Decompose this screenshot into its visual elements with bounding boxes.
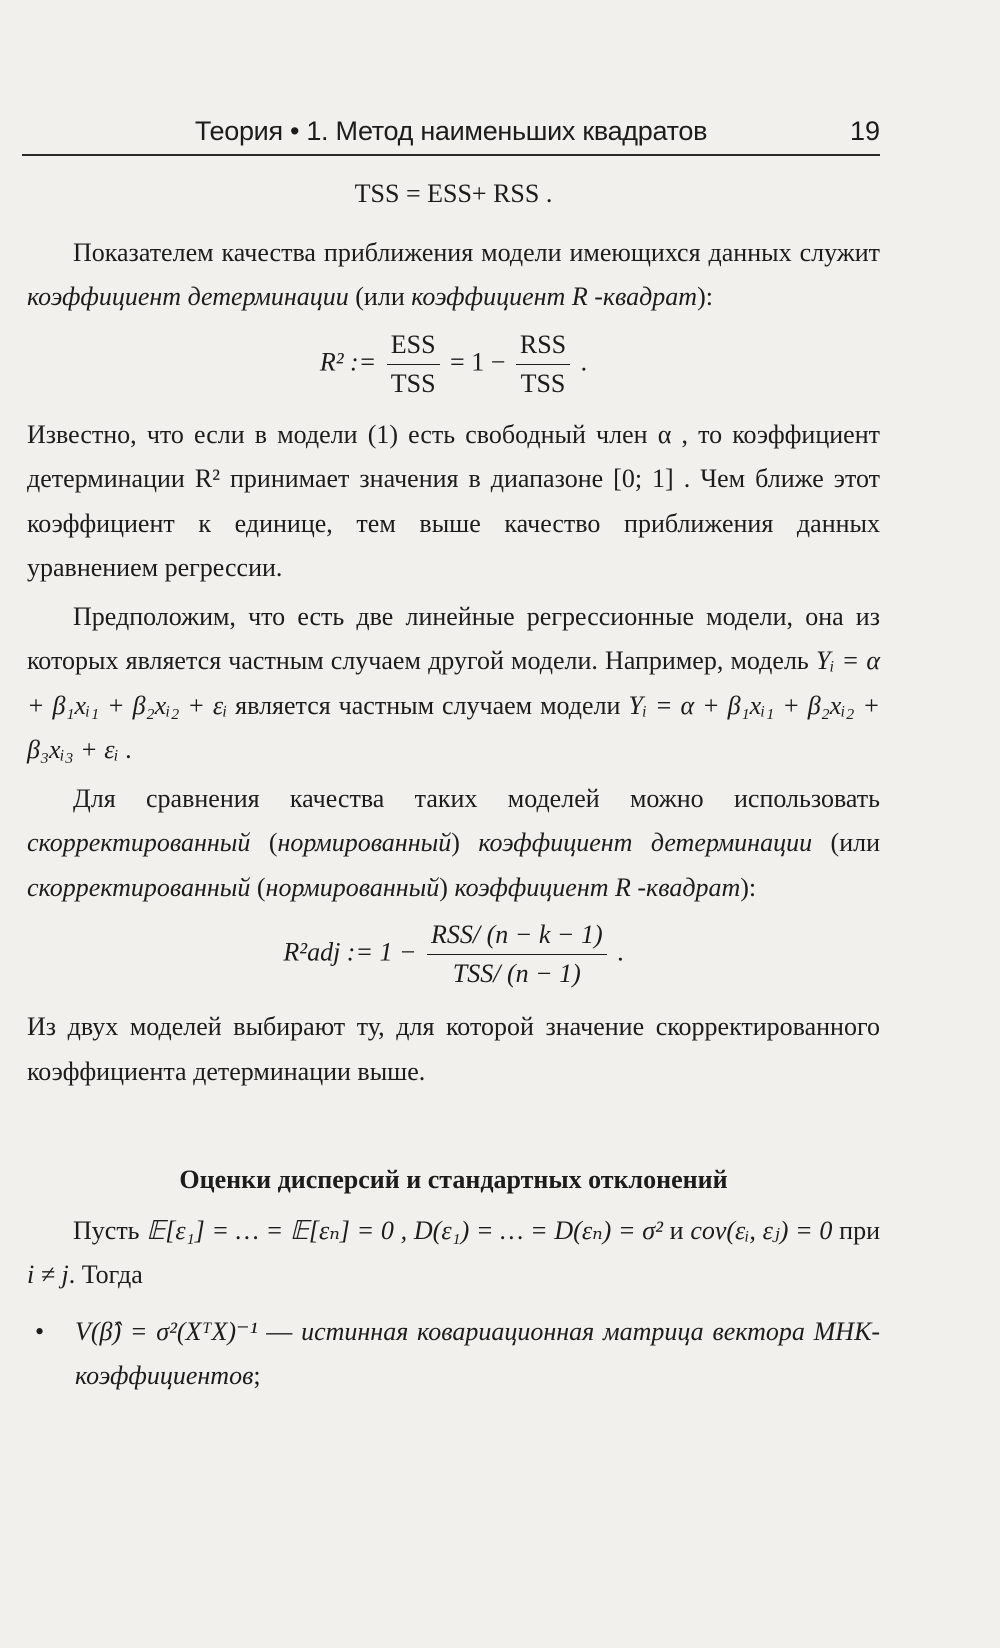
paragraph-nested-models [27, 595, 880, 773]
fraction-rss-tss [516, 326, 570, 403]
para4-text-4: (или [812, 828, 880, 857]
running-title: Теория • 1. Метод наименьших квадратов [194, 116, 708, 146]
paragraph-model-choice [27, 1005, 880, 1094]
formula-covariance-zero: cov(εᵢ, εⱼ) = 0 [690, 1215, 833, 1245]
fraction-adjusted-denominator: TSS/ (n − 1) [427, 954, 607, 993]
term-coefficient-of-determination-2: коэффициент детерминации [478, 828, 813, 857]
term-normalized: нормированный [277, 828, 452, 857]
equation-adj-lhs: R²adj := 1 − [283, 937, 417, 967]
para6-text-4: . Тогда [68, 1260, 143, 1289]
page-body [27, 172, 880, 1399]
equation-adj-end: . [617, 937, 624, 967]
equation-adjusted-r-squared [27, 916, 880, 993]
para1-text-2: (или [348, 282, 412, 311]
para4-text-2: ( [250, 828, 278, 857]
bullet-description: истинная ковариационная матрица вектора МНК-коэффициентов [75, 1316, 881, 1390]
formula-i-not-j: i ≠ j [27, 1260, 69, 1289]
para3-text-2: является частным случаем модели [227, 690, 629, 720]
bullet-end: ; [253, 1361, 261, 1390]
para4-text-7: ): [740, 872, 757, 902]
paragraph-r-squared-intro [27, 231, 880, 320]
term-adjusted: скорректированный [27, 828, 251, 857]
para4-text-5: ( [250, 872, 266, 902]
para2-text: Известно, что если в модели (1) есть свободный член α , то коэффициент детерминации R² принимает значения в диапазоне [0; 1] . Чем ближе этот коэффициент к единице, тем выше качество приближения данных уравнением регрессии. [27, 419, 880, 582]
para4-text-3: ) [451, 828, 479, 857]
fraction-adjusted-numerator: RSS/ (n − k − 1) [431, 920, 603, 949]
fraction-ess-tss [387, 326, 440, 403]
equation-r2-lhs: R² := [319, 346, 377, 376]
para3-text-3: . [118, 735, 132, 764]
bullet-dash: — [257, 1316, 302, 1346]
fraction-tss-denominator: TSS [387, 364, 440, 403]
term-r-squared-2: коэффициент R -квадрат [454, 872, 741, 902]
term-adjusted-2: скорректированный [27, 872, 251, 902]
para1-text-3: ): [697, 282, 713, 311]
formula-model-two-regressors: Yᵢ = α + β₁xᵢ₁ + β₂xᵢ₂ + εᵢ [27, 646, 880, 720]
term-coefficient-of-determination: коэффициент детерминации [27, 282, 349, 311]
section-heading: Оценки дисперсий и стандартных отклонений [179, 1165, 728, 1194]
term-r-squared: коэффициент R -квадрат [411, 282, 698, 311]
para4-text-1: Для сравнения качества таких моделей можно использовать [73, 783, 880, 813]
equation-r2-middle: = 1 − [450, 346, 506, 376]
equation-tss [27, 172, 880, 217]
paragraph-assumptions [27, 1209, 880, 1298]
para3-text-1: Предположим, что есть две линейные регрессионные модели, она из которых является частным случаем другой модели. Например, модель [27, 601, 880, 675]
paragraph-adjusted-r-squared [27, 777, 880, 911]
para4-text-6: ) [439, 872, 455, 902]
fraction-adjusted [427, 916, 607, 993]
fraction-tss-denominator-2: TSS [516, 364, 570, 403]
fraction-rss-numerator: RSS [519, 329, 567, 359]
equation-r-squared [27, 326, 880, 403]
list-item [27, 1310, 880, 1399]
formula-variance-beta: V(β̂) = σ²(XᵀX)⁻¹ [75, 1316, 258, 1346]
equation-r2-end: . [580, 346, 588, 376]
formula-error-moments: 𝔼[ε₁] = … = 𝔼[εₙ] = 0 , D(ε₁) = … = D(εₙ) = σ² [146, 1215, 663, 1245]
term-normalized-2: нормированный [265, 872, 440, 902]
formula-model-three-regressors: Yᵢ = α + β₁xᵢ₁ + β₂xᵢ₂ + β₃xᵢ₃ + εᵢ [27, 690, 880, 764]
equation-tss-text: TSS = ESS+ RSS . [354, 179, 553, 208]
para6-text-2: и [662, 1215, 691, 1245]
para6-text-3: при [832, 1215, 880, 1245]
page-number: 19 [849, 116, 880, 146]
para1-text-1: Показателем качества приближения модели имеющихся данных служит [73, 237, 880, 267]
paragraph-r-squared-range [27, 413, 880, 591]
para5-text: Из двух моделей выбирают ту, для которой значение скорректированного коэффициента детерминации выше. [27, 1012, 880, 1086]
page-header [22, 112, 880, 156]
fraction-ess-numerator: ESS [390, 329, 436, 359]
para6-text-1: Пусть [73, 1215, 147, 1245]
bullet-marker: • [35, 1316, 45, 1346]
